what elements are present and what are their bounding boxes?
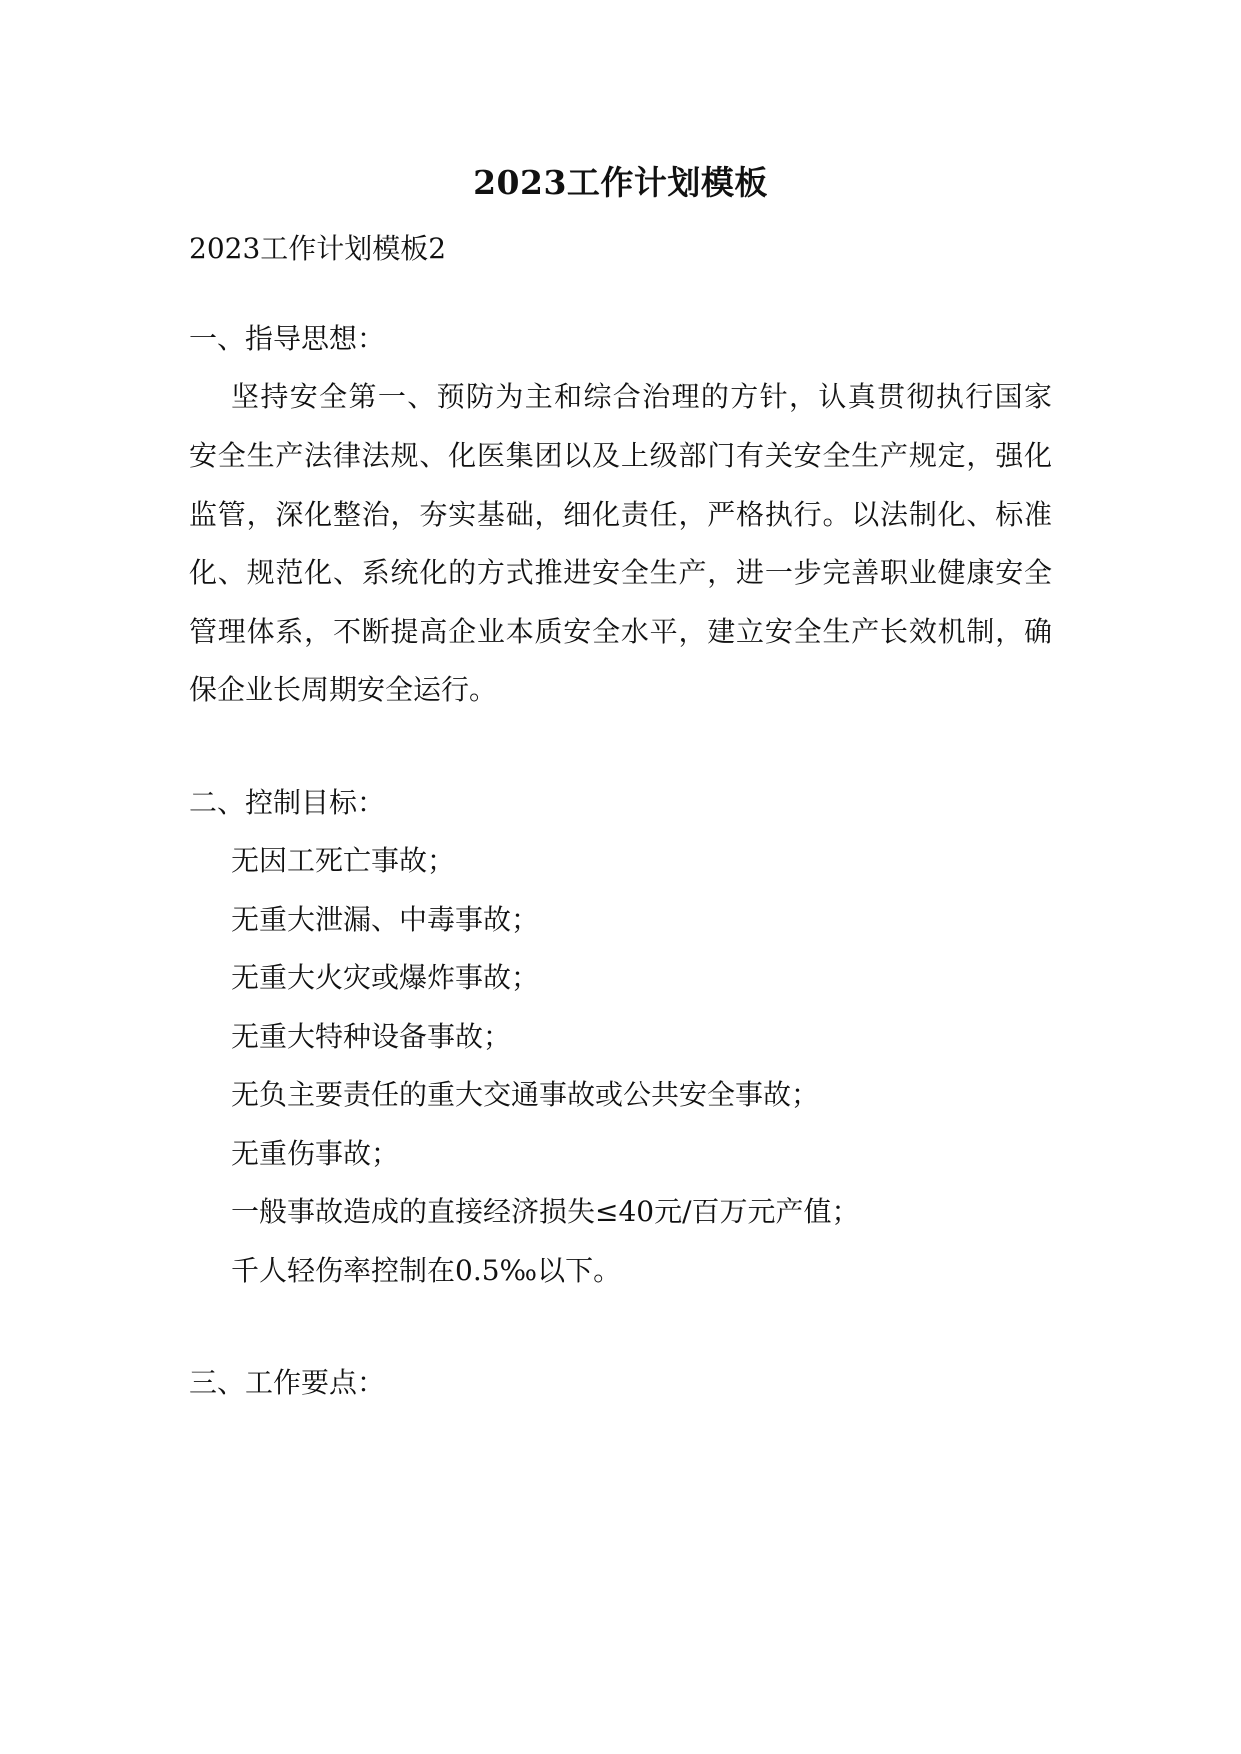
paragraph-line: 安全生产法律法规、化医集团以及上级部门有关安全生产规定，强化: [189, 439, 1052, 472]
paragraph-line: 保企业长周期安全运行。: [189, 673, 498, 706]
list-item: 无重大火灾或爆炸事故；: [231, 961, 540, 994]
paragraph-line: 化、规范化、系统化的方式推进安全生产，进一步完善职业健康安全: [189, 556, 1052, 589]
document-title: 2023工作计划模板: [473, 163, 768, 202]
list-item: 无负主要责任的重大交通事故或公共安全事故；: [231, 1078, 820, 1111]
list-item: 无重伤事故；: [231, 1137, 400, 1170]
list-item: 一般事故造成的直接经济损失≤40元/百万元产值；: [231, 1195, 860, 1228]
paragraph-line: 监管，深化整治，夯实基础，细化责任，严格执行。以法制化、标准: [189, 498, 1052, 531]
list-item: 无因工死亡事故；: [231, 844, 456, 877]
section-heading-work-points: 三、工作要点：: [189, 1366, 386, 1399]
list-item: 无重大泄漏、中毒事故；: [231, 903, 540, 936]
paragraph-line: 管理体系，不断提高企业本质安全水平，建立安全生产长效机制，确: [189, 615, 1052, 648]
list-item: 千人轻伤率控制在0.5‰以下。: [231, 1254, 622, 1287]
document-subtitle: 2023工作计划模板2: [189, 232, 447, 265]
paragraph-line: 坚持安全第一、预防为主和综合治理的方针，认真贯彻执行国家: [231, 380, 1052, 413]
list-item: 无重大特种设备事故；: [231, 1020, 512, 1053]
section-heading-control-targets: 二、控制目标：: [189, 786, 386, 819]
section-heading-guiding-ideology: 一、指导思想：: [189, 322, 386, 355]
